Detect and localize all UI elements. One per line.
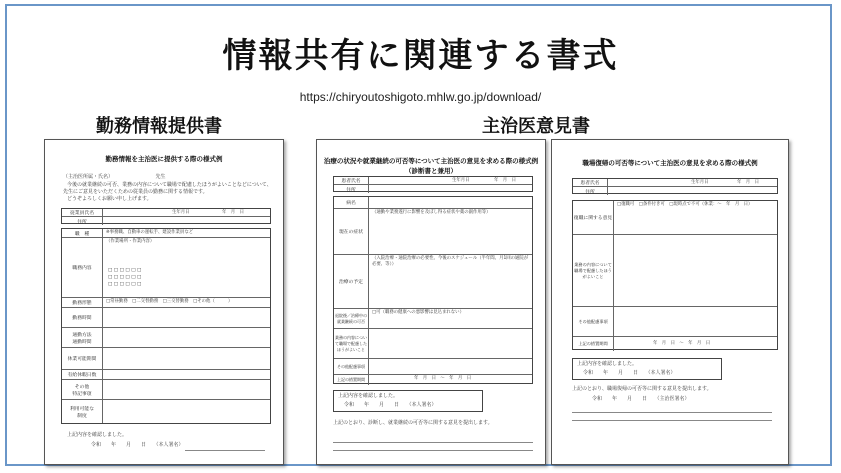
doc2-main-table [333,196,533,384]
doc1-job-checkboxes: □ □ □ □ □ □ □ □ □ □ □ □ □ □ □ □ □ □ [108,268,142,287]
doc1-job-type-label: 職 種 [62,229,103,237]
doc1-birth-ymd: 年 月 日 [222,210,244,215]
doc1-confirm: 上記内容を確認しました。 [67,432,128,438]
doc1-name-table [61,208,271,224]
doc3-date-line: 令和 年 月 日 （本人署名） [583,370,676,376]
doc3-title: 職場復帰の可否等について主治医の意見を求める際の様式例 [582,159,758,167]
doc2-plan-label: 治療の予定 [334,255,369,308]
doc2-address-label: 住所 [334,185,369,193]
doc1-birth-label: 生年月日 [172,210,190,215]
doc2-birth-label: 生年月日 [452,178,470,183]
doc1-job-content-label: 職務内容 [62,238,103,297]
doc2-disease-label: 病名 [334,197,369,208]
treatment-opinion-form [316,139,546,465]
doc1-main-table [61,228,271,424]
doc1-system-label: 利用可能な 制度 [62,400,103,423]
doc2-footer: 上記のとおり、診断し、就業継続の可否等に関する意見を提出します。 [333,420,493,426]
doc1-to-line: （主治医所属・氏名） 先生 [63,174,166,180]
download-url[interactable]: https://chiryoutoshigoto.mhlw.go.jp/download/ [299,90,542,104]
doc3-sign: 令和 年 月 日 （主治医署名） [592,396,690,402]
doc3-name-table [572,178,778,194]
label-doctor-opinion: 主治医意見書 [482,116,590,137]
doc3-address-label: 住所 [573,187,608,195]
doc3-return-val: □復職可 □条件付き可 □現時点で不可（休業：〜 年 月 日） [617,202,753,207]
doc1-intro3: どうぞよろしくお願い申し上げます。 [67,196,152,202]
doc2-patient-name-label: 患者氏名 [334,177,369,184]
doc2-confirm-box [333,390,483,412]
doc1-emp-name-label: 従業員氏名 [62,209,103,216]
doc2-footer-line [333,442,533,443]
doc2-cautions-label: 業務の内容について職場で配慮したほうがよいこと [334,329,369,358]
doc2-subtitle: （診断書と兼用） [405,167,457,175]
doc1-leave-label: 休業可能期間 [62,348,103,369]
doc2-footer-line-2 [333,450,533,451]
doc2-current-label: 現在の症状 [334,209,369,254]
doc3-period-label: 上記の措置期間 [573,337,614,351]
doc1-commute-label: 通勤方法 通勤時間 [62,328,103,347]
doc3-footer-line-2 [572,420,772,421]
doc1-work-form-label: 勤務形態 [62,298,103,307]
doc3-footer: 上記のとおり、職場復帰の可否等に関する意見を提出します。 [572,386,712,392]
doc2-period-val: 年 月 日 〜 年 月 日 [414,376,472,381]
label-work-info: 勤務情報提供書 [96,116,222,137]
doc2-possibility-label: 退院後／治療中の就業継続の可否 [334,309,369,328]
doc2-date-line: 令和 年 月 日 （本人署名） [344,402,437,408]
doc3-birth-label: 生年月日 [691,180,709,185]
doc2-title: 治療の状況や就業継続の可否等について主治医の意見を求める際の様式例 [323,157,539,165]
doc1-address-label: 住所 [62,217,103,225]
doc3-footer-line [572,412,772,413]
doc1-date-line: 令和 年 月 日 （本人署名） [91,442,184,448]
doc3-patient-name-label: 患者氏名 [573,179,608,186]
doc2-birth-ymd: 年 月 日 [494,178,516,183]
work-info-form [44,139,284,465]
doc2-period-label: 上記の措置期間 [334,375,369,385]
doc3-return-label: 復職に関する意見 [573,201,614,234]
doc1-job-type-val: ※事務職、自動車の運転手、建設作業員など [106,230,194,235]
doc1-work-hours-label: 勤務時間 [62,308,103,327]
return-to-work-form [551,139,789,465]
doc3-other-cautions-label: その他配慮事項 [573,307,614,336]
doc2-other-cautions-label: その他配慮事項 [334,359,369,374]
doc2-confirm: 上記内容を確認しました。 [338,393,399,399]
doc1-other-label: その他 特記事項 [62,380,103,399]
doc1-job-content-note: （作業場所・作業内容） [106,239,155,244]
doc3-period-val: 年 月 日 〜 年 月 日 [653,341,711,346]
doc1-paid-leave-label: 有給休暇日数 [62,370,103,379]
doc1-intro2: 先生にご意見をいただくための従業員の勤務に関する情報です。 [63,189,208,195]
doc3-cautions-label: 業務の内容について職場で配慮したほうがよいこと [573,235,614,306]
doc2-possibility-val: □可（職務の健康への悪影響は見込まれない） [372,310,464,315]
doc2-plan-note: （入院治療・通院治療の必要性、今後のスケジュール（半年間、月1回の通院が必要、等）） [372,256,529,267]
doc3-confirm: 上記内容を確認しました。 [577,361,638,367]
doc1-work-form-val: □常昼勤務 □二交替勤務 □三交替勤務 □その他（ ） [106,299,233,304]
doc3-birth-ymd: 年 月 日 [737,180,759,185]
doc1-sign-line [185,450,265,451]
doc3-main-table [572,200,778,350]
doc1-intro1: 今後の就業継続の可否、業務の内容について職場で配慮したほうがよいことなどについて、 [67,182,272,188]
doc2-current-note: （通勤や業務遂行に影響を及ぼし得る症状や薬の副作用等） [372,210,491,215]
doc3-confirm-box [572,358,722,380]
doc1-title: 勤務情報を主治医に提供する際の様式例 [105,155,223,163]
slide-title: 情報共有に関連する書式 [222,36,619,76]
doc2-name-table [333,176,533,192]
